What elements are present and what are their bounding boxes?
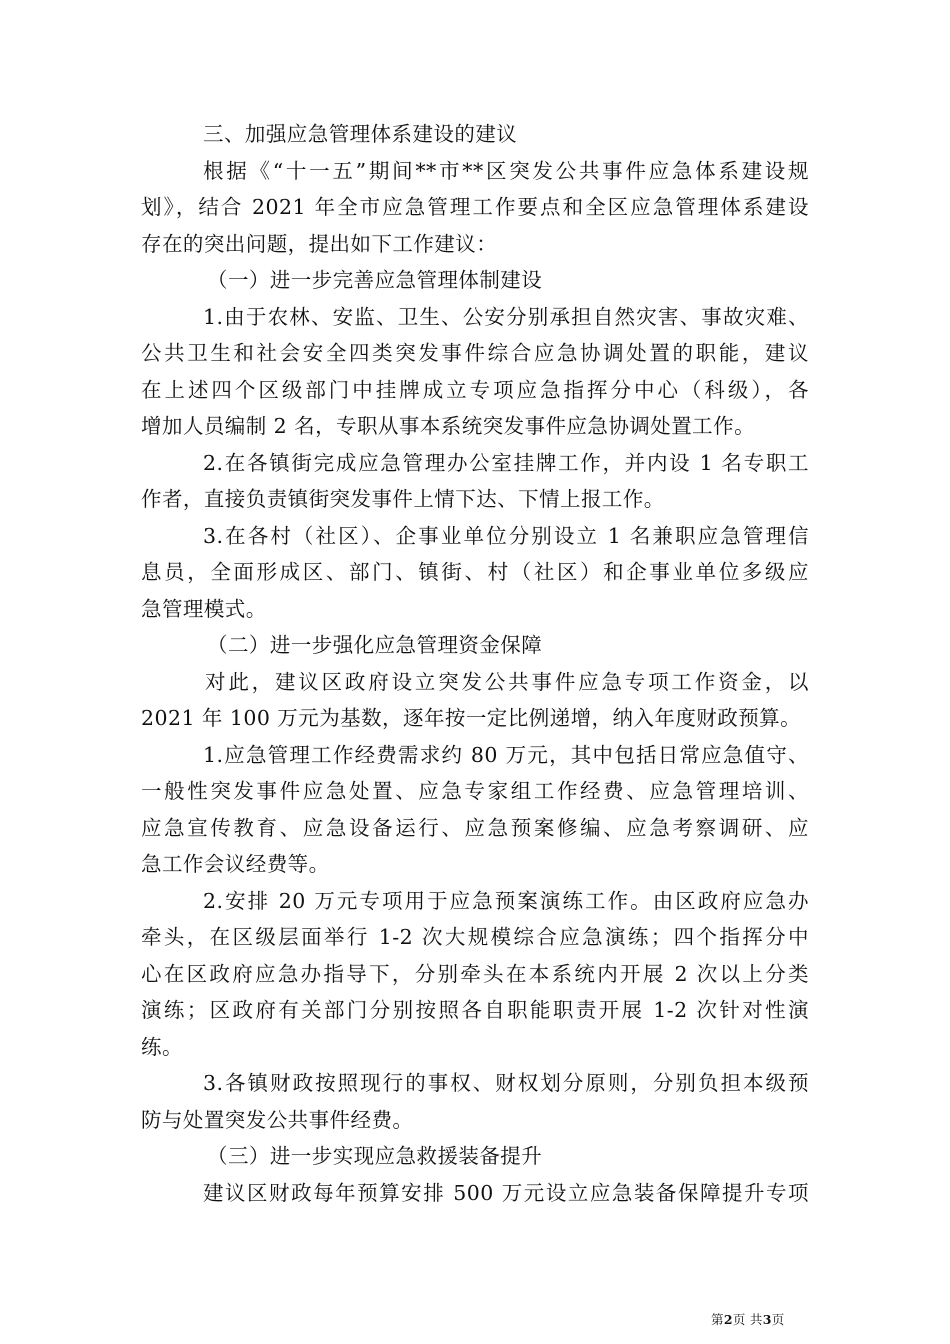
paragraph-line: 应急宣传教育、应急设备运行、应急预案修编、应急考察调研、应 (141, 815, 809, 840)
footer-prefix: 第 (711, 1312, 724, 1327)
paragraph-line: 2.在各镇街完成应急管理办公室挂牌工作，并内设 1 名专职工 (203, 450, 809, 475)
paragraph-line: 急管理模式。 (141, 596, 267, 621)
subsection-heading: （三）进一步实现应急救援装备提升 (207, 1144, 543, 1168)
footer-middle: 页 共 (732, 1312, 763, 1327)
paragraph-line: 在上述四个区级部门中挂牌成立专项应急指挥分中心（科级），各 (141, 377, 809, 402)
paragraph-line: 心在区政府应急办指导下，分别牵头在本系统内开展 2 次以上分类 (141, 961, 809, 986)
paragraph-line: 息员，全面形成区、部门、镇街、村（社区）和企事业单位多级应 (141, 560, 809, 584)
paragraph-line: 3.各镇财政按照现行的事权、财权划分原则，分别负担本级预 (203, 1071, 809, 1095)
page-number-footer (711, 1310, 785, 1328)
paragraph-line: 防与处置突发公共事件经费。 (141, 1107, 414, 1132)
subsection-heading: （一）进一步完善应急管理体制建设 (207, 268, 543, 292)
document-body (141, 116, 809, 1211)
paragraph-line: 1.由于农林、安监、卫生、公安分别承担自然灾害、事故灾难、 (203, 304, 809, 329)
paragraph-line: 2.安排 20 万元专项用于应急预案演练工作。由区政府应急办 (203, 888, 809, 913)
paragraph-line: 公共卫生和社会安全四类突发事件综合应急协调处置的职能，建议 (141, 341, 809, 365)
section-heading: 三、加强应急管理体系建设的建议 (203, 122, 518, 146)
paragraph-line: 一般性突发事件应急处置、应急专家组工作经费、应急管理培训、 (141, 779, 809, 803)
footer-suffix: 页 (771, 1312, 785, 1327)
paragraph-line: 练。 (141, 1034, 183, 1059)
current-page-number: 2 (723, 1312, 733, 1327)
paragraph-line: 根据《“十一五”期间**市**区突发公共事件应急体系建设规 (203, 158, 809, 183)
paragraph-line: 划》，结合 2021 年全市应急管理工作要点和全区应急管理体系建设 (141, 195, 809, 219)
subsection-heading: （二）进一步强化应急管理资金保障 (207, 633, 543, 657)
paragraph-line: 建议区财政每年预算安排 500 万元设立应急装备保障提升专项 (203, 1180, 809, 1205)
paragraph-line: 急工作会议经费等。 (141, 852, 330, 876)
paragraph-line: 2021 年 100 万元为基数，逐年按一定比例递增，纳入年度财政预算。 (141, 706, 802, 730)
paragraph-line: 对此，建议区政府设立突发公共事件应急专项工作资金，以 (205, 669, 809, 694)
paragraph-line: 增加人员编制 2 名，专职从事本系统突发事件应急协调处置工作。 (141, 414, 756, 438)
paragraph-line: 演练；区政府有关部门分别按照各自职能职责开展 1-2 次针对性演 (141, 998, 809, 1022)
paragraph-line: 3.在各村（社区）、企事业单位分别设立 1 名兼职应急管理信 (203, 523, 809, 548)
paragraph-line: 存在的突出问题，提出如下工作建议： (141, 231, 498, 256)
total-page-number: 3 (762, 1312, 772, 1327)
paragraph-line: 1.应急管理工作经费需求约 80 万元，其中包括日常应急值守、 (203, 742, 809, 767)
paragraph-line: 作者，直接负责镇街突发事件上情下达、下情上报工作。 (141, 487, 665, 511)
paragraph-line: 牵头，在区级层面举行 1-2 次大规模综合应急演练；四个指挥分中 (141, 925, 809, 949)
